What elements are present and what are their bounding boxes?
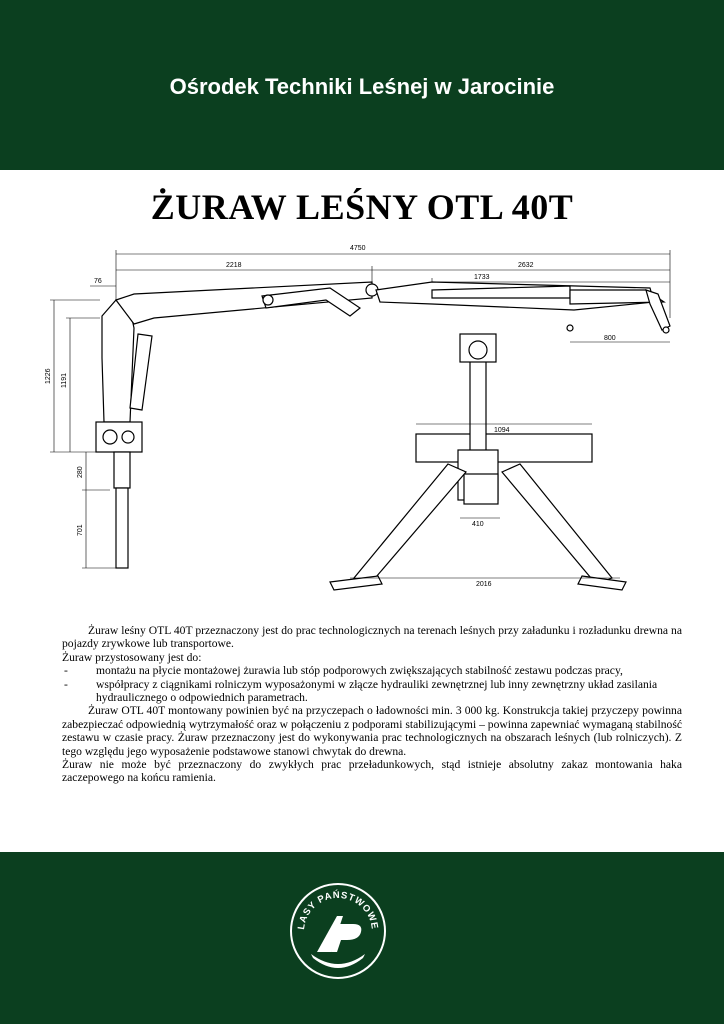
dim-tip-drop: 800 <box>604 335 616 342</box>
document-title: ŻURAW LEŚNY OTL 40T <box>150 187 574 227</box>
dim-outer-boom: 2632 <box>518 262 534 269</box>
crane-technical-drawing <box>30 238 710 598</box>
header-band <box>0 0 724 170</box>
organization-title: Ośrodek Techniki Leśnej w Jarocinie <box>169 74 555 99</box>
dim-total-length: 4750 <box>350 245 366 252</box>
bullet-marker: - <box>64 664 68 678</box>
description <box>62 624 682 785</box>
dim-height-total: 1226 <box>45 368 52 384</box>
dim-extension: 1733 <box>474 274 490 281</box>
dim-stabilizer-span: 2016 <box>476 581 492 588</box>
dim-base-height: 280 <box>77 466 84 478</box>
dim-inner-boom: 2218 <box>226 262 242 269</box>
bullet-text: współpracy z ciągnikami rolniczym wyposażonymi w złącze hydrauliki zewnętrznej lub inny zewnętrzny układ zasilania hydraulicznego o odpowiednich parametrach. <box>96 677 658 705</box>
dim-height-column: 1191 <box>61 372 68 388</box>
lasy-panstwowe-logo-icon <box>287 880 389 982</box>
intro-paragraph: Żuraw leśny OTL 40T przeznaczony jest do prac technologicznych na terenach leśnych przy załadunku i rozładunku drewna na pojazdy zrywkowe lub transportowe. <box>62 624 682 651</box>
list-item <box>62 678 682 705</box>
warning-paragraph: Żuraw nie może być przeznaczony do zwykłych prac przeładunkowych, stąd istnieje absolutny zakaz montowania haka zaczepowego na końcu ramienia. <box>62 758 682 785</box>
dim-top-offset: 76 <box>94 278 102 285</box>
bullet-marker: - <box>64 677 68 691</box>
dim-leg-width: 1094 <box>494 427 510 434</box>
bullet-text: montażu na płycie montażowej żurawia lub stóp podporowych zwiększających stabilność zestawu podczas pracy, <box>96 664 623 678</box>
mounting-paragraph: Żuraw OTL 40T montowany powinien być na przyczepach o ładowności min. 3 000 kg. Konstrukcja takiej przyczepy powinna zabezpieczać odpowiednią wytrzymałość oraz w połączeniu z podporami stabilizującymi – powinna zapewniać wymaganą stabilność zestawu w czasie pracy. Żuraw przeznaczony jest do wykonywania prac technologicznych na obszarach leśnych (lub rolniczych). Z tego względu jego wyposażenie podstawowe stanowi chwytak do drewna. <box>62 704 682 758</box>
list-item <box>62 664 682 677</box>
dim-stabilizer-center: 410 <box>472 521 484 528</box>
logo-text: LASY PAŃSTWOWE <box>296 889 381 931</box>
dim-leg-height: 701 <box>77 524 84 536</box>
adapted-heading: Żuraw przystosowany jest do: <box>62 650 202 664</box>
